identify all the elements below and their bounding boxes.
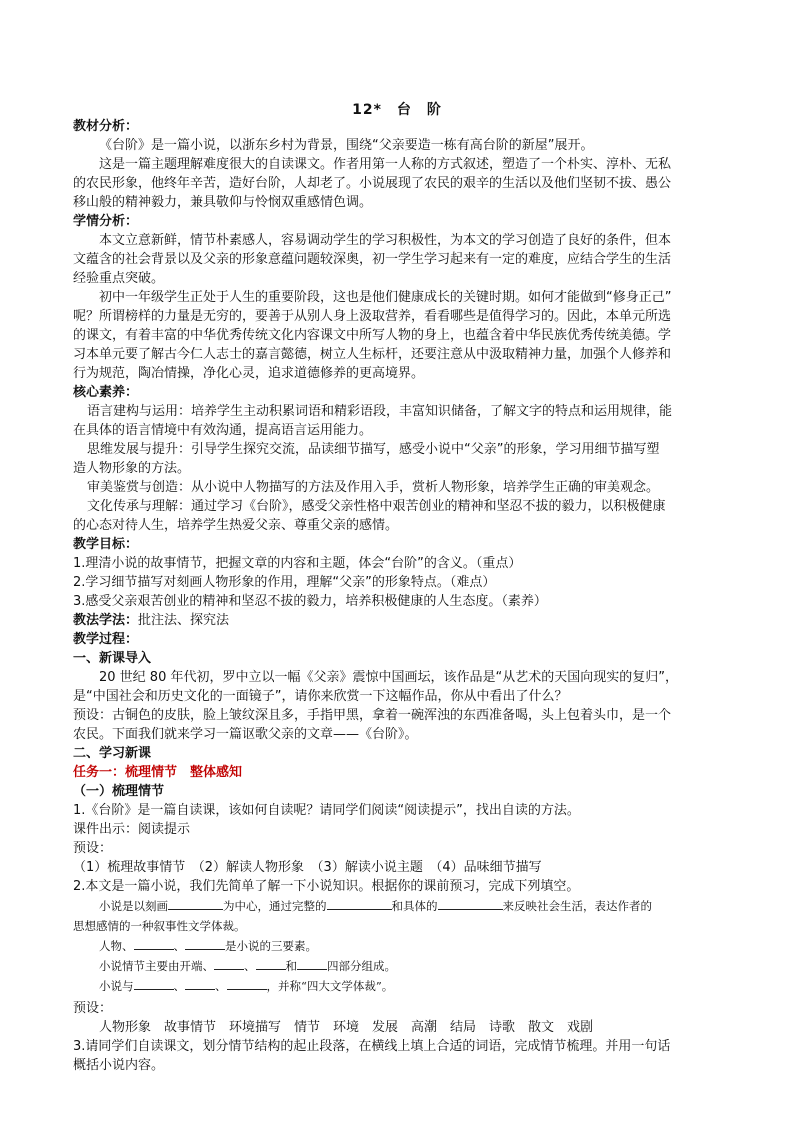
paragraph: 20 世纪 80 年代初，罗中立以一幅《父亲》震惊中国画坛，该作品是“从艺术的天国向现实的复归”，	[99, 670, 678, 685]
fill-text: 小说是以刻画	[99, 899, 168, 913]
blank	[297, 957, 327, 970]
preset-list: （1）梳理故事情节 （2）解读人物形象 （3）解读小说主题 （4）品味细节描写	[73, 860, 542, 875]
paragraph: 在具体的语言情境中有效沟通，提高语言运用能力。	[73, 423, 373, 438]
section-heading-learner-analysis: 学情分析：	[73, 214, 139, 229]
fill-text: 小说与	[99, 979, 134, 993]
fill-text: 小说情节主要由开端、	[99, 959, 214, 973]
paragraph: 呢？所谓榜样的力量是无穷的，要善于从别人身上汲取营养，看看哪些是值得学习的。因此，本单元所选	[73, 309, 672, 324]
fill-blank-line	[73, 937, 723, 956]
blank	[168, 897, 223, 910]
fill-text: 、	[173, 979, 185, 993]
answer-list: 人物形象 故事情节 环境描写 情节 环境 发展 高潮 结局 诗歌 散文 戏剧	[99, 1020, 594, 1035]
fill-text: 来反映社会生活，表达作者的	[502, 899, 652, 913]
blank	[214, 957, 244, 970]
subheading-intro: 一、新课导入	[73, 651, 152, 666]
goal-item: 1.理清小说的故事情节，把握文章的内容和主题，体会“台阶”的含义。（重点）	[73, 556, 522, 571]
question-1: 1.《台阶》是一篇自读课，该如何自读呢？请同学们阅读“阅读提示”，找出自读的方法。	[73, 803, 580, 818]
blank	[185, 937, 225, 950]
fill-text: 是小说的三要素。	[225, 939, 317, 953]
paragraph: 文蕴含的社会背景以及父亲的形象意蕴问题较深奥，初一学生学习起来有一定的难度，应结合学生的生活	[73, 252, 672, 267]
paragraph: 经验重点突破。	[73, 271, 165, 286]
paragraph: 初中一年级学生正处于人生的重要阶段，这也是他们健康成长的关键时期。如何才能做到“修身正己”	[99, 290, 672, 305]
paragraph: 行为规范，陶冶情操，净化心灵，追求道德修养的更高境界。	[73, 366, 425, 381]
preset-label: 预设：	[73, 1001, 113, 1016]
paragraph: 语言建构与运用：培养学生主动积累词语和精彩语段，丰富知识储备，了解文字的特点和运用规律，能	[87, 404, 673, 419]
paragraph: 文化传承与理解：通过学习《台阶》，感受父亲性格中艰苦创业的精神和坚忍不拔的毅力，以积极健康	[87, 499, 666, 514]
section-heading-process: 教学过程：	[73, 632, 139, 647]
section-heading-teaching-goals: 教学目标：	[73, 537, 139, 552]
goal-item: 3.感受父亲艰苦创业的精神和坚忍不拔的毅力，培养积极健康的人生态度。（素养）	[73, 594, 547, 609]
fill-blank-line	[73, 977, 723, 996]
blank	[256, 957, 286, 970]
fill-blank-line: 思想感情的一种叙事性文学体裁。	[73, 919, 246, 933]
methods-text: 批注法、探究法	[138, 613, 230, 628]
blank	[185, 977, 215, 990]
paragraph: 的心态对待人生，培养学生热爱父亲、尊重父亲的感情。	[73, 518, 399, 533]
paragraph: 本文立意新鲜，情节朴素感人，容易调动学生的学习积极性，为本文的学习创造了良好的条件，但本	[99, 233, 672, 248]
preset-label: 预设：	[73, 841, 113, 856]
fill-text: 为中心，通过完整的	[223, 899, 327, 913]
blank	[227, 977, 267, 990]
fill-text: 、	[244, 959, 256, 973]
paragraph: 习本单元要了解古今仁人志士的嘉言懿德，树立人生标杆，还要注意从中汲取精神力量，加强个人修养和	[73, 347, 672, 362]
fill-text: 、	[173, 939, 185, 953]
blank	[134, 937, 174, 950]
goal-item: 2.学习细节描写对刻画人物形象的作用，理解“父亲”的形象特点。（难点）	[73, 575, 496, 590]
fill-blank-line	[73, 897, 723, 916]
paragraph: 农民。下面我们就来学习一篇讴歌父亲的文章——《台阶》。	[73, 727, 418, 742]
paragraph: 预设：古铜色的皮肤，脸上皱纹深且多，手指甲黑，拿着一碗浑浊的东西准备喝，头上包着头巾，是一个	[73, 708, 672, 723]
subheading-new-lesson: 二、学习新课	[73, 746, 152, 761]
paragraph: 课件出示：阅读提示	[73, 822, 191, 837]
fill-text: 、	[215, 979, 227, 993]
task-heading: 任务一：梳理情节 整体感知	[73, 765, 243, 780]
question-3: 3.请同学们自读课文，划分情节结构的起止段落，在横线上填上合适的词语，完成情节梳理。并用一句话	[73, 1039, 671, 1054]
fill-text: 四部分组成。	[327, 959, 396, 973]
fill-blank-line	[73, 957, 723, 976]
paragraph: 《台阶》是一篇小说，以浙东乡村为背景，围绕“父亲要造一栋有高台阶的新屋”展开。	[99, 138, 594, 153]
section-heading-methods: 教法学法：	[73, 613, 139, 628]
question-3: 概括小说内容。	[73, 1058, 165, 1073]
paragraph: 的课文，有着丰富的中华优秀传统文化内容课文中所写人物的身上，也蕴含着中华民族优秀传统美德。学	[73, 328, 672, 343]
paragraph: 造人物形象的方法。	[73, 461, 191, 476]
fill-text: 和	[285, 959, 297, 973]
paragraph: 的农民形象，他终年辛苦，造好台阶，人却老了。小说展现了农民的艰辛的生活以及他们坚韧不拔、愚公	[73, 176, 672, 191]
paragraph: 移山般的精神毅力，兼具敬仰与怜悯双重感情色调。	[73, 195, 373, 210]
blank	[134, 977, 174, 990]
paragraph: 审美鉴赏与创造：从小说中人物描写的方法及作用入手，赏析人物形象，培养学生正确的审美观念。	[87, 480, 660, 495]
fill-text: 和具体的	[391, 899, 438, 913]
blank	[438, 897, 503, 910]
blank	[327, 897, 392, 910]
section-heading-core-literacy: 核心素养：	[73, 385, 139, 400]
paragraph: 这是一篇主题理解难度很大的自读课文。作者用第一人称的方式叙述，塑造了一个朴实、淳朴、无私	[99, 157, 672, 172]
lesson-title: 12* 台 阶	[352, 102, 442, 118]
subheading-plot: （一）梳理情节	[73, 784, 165, 799]
paragraph: 思维发展与提升：引导学生探究交流，品读细节描写，感受小说中“父亲”的形象，学习用细节描写塑	[87, 442, 660, 457]
paragraph: 是“中国社会和历史文化的一面镜子”，请你来欣赏一下这幅作品，你从中看出了什么？	[73, 689, 568, 704]
fill-text: 人物、	[99, 939, 134, 953]
section-heading-textbook-analysis: 教材分析：	[73, 119, 139, 134]
fill-text: ，并称“四大文学体裁”。	[266, 979, 394, 993]
question-2: 2.本文是一篇小说，我们先简单了解一下小说知识。根据你的课前预习，完成下列填空。	[73, 879, 580, 894]
teaching-methods-line	[73, 611, 723, 630]
